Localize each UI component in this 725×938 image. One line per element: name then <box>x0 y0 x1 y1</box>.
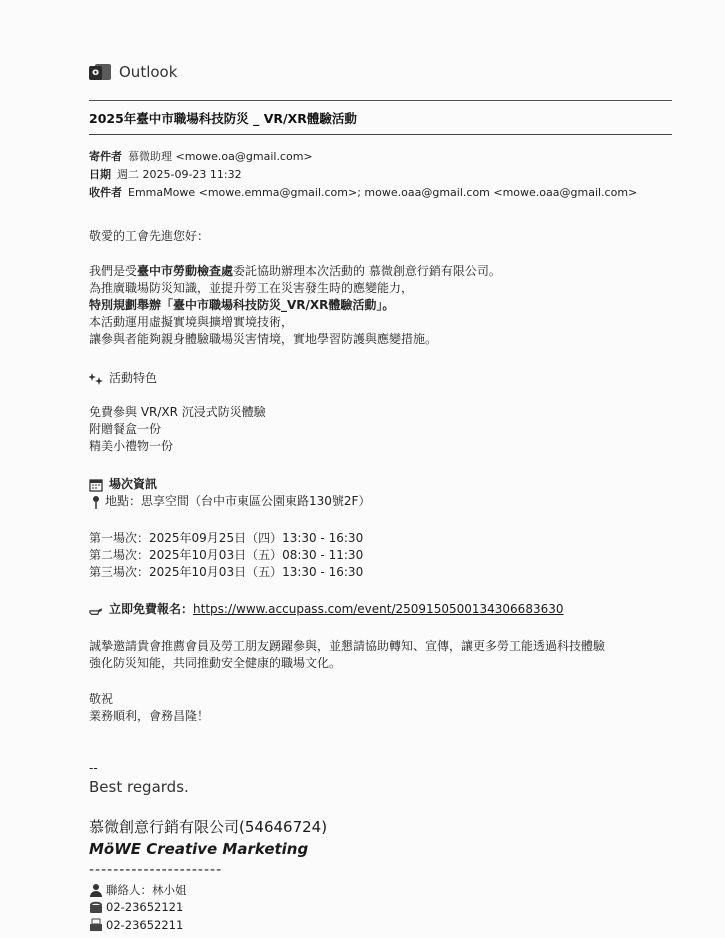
list-item: 第一場次：2025年09月25日（四）13:30 - 16:30 <box>89 531 364 545</box>
list-item: 第二場次：2025年10月03日（五）08:30 - 11:30 <box>89 548 364 562</box>
sparkles-icon <box>89 372 103 386</box>
session-list <box>89 530 363 581</box>
fax-icon <box>89 918 103 932</box>
outlook-logo-icon: o <box>89 62 111 82</box>
phone: 02-23652121 <box>89 900 183 914</box>
list-item: 精美小禮物一份 <box>89 439 174 453</box>
from-label: 寄件者 <box>89 150 122 163</box>
divider <box>89 100 672 101</box>
register-link[interactable]: https://www.accupass.com/event/2509150500134306683630 <box>193 602 564 616</box>
signature-separator: -- <box>89 761 98 775</box>
list-item: 附贈餐盒一份 <box>89 422 162 436</box>
email-subject: 2025年臺中市職場科技防災 _ VR/XR體驗活動 <box>89 111 357 126</box>
calendar-icon <box>89 478 103 492</box>
to-label: 收件者 <box>89 186 122 199</box>
company-name-cn: 慕微創意行銷有限公司(54646724) <box>89 818 328 836</box>
signature-dashes: ---------------------- <box>89 862 223 878</box>
closing: 敬祝 業務順利，會務昌隆！ <box>89 692 210 723</box>
to-value: EmmaMowe <mowe.emma@gmail.com>; mowe.oaa@gmail.com <mowe.oaa@gmail.com> <box>128 186 638 199</box>
pointing-hand-icon <box>89 603 103 617</box>
features-list <box>89 404 266 455</box>
greeting: 敬愛的工會先進您好： <box>89 229 210 243</box>
intro-paragraph: 我們是受臺中市勞動檢查處委託協助辦理本次活動的 慕微創意行銷有限公司。 為推廣職場防災知識，並提升勞工在災害發生時的應變能力， 特別規劃舉辦「臺中市職場科技防災_VR/XR體驗活動」。 本活動運用虛擬實境與擴增實境技術， 讓參與者能夠親身體驗職場災害情境，實地學習防護與應變措施。 <box>89 264 501 346</box>
divider <box>89 134 672 135</box>
date-label: 日期 <box>89 168 111 181</box>
person-icon <box>89 883 103 897</box>
date-value: 週二 2025-09-23 11:32 <box>117 168 242 181</box>
features-heading: 活動特色 <box>89 370 157 387</box>
session-heading: 場次資訊 <box>89 476 157 493</box>
app-header <box>89 62 177 82</box>
telephone-icon <box>89 900 103 914</box>
from-value: 慕微助理 <mowe.oa@gmail.com> <box>128 150 313 163</box>
regards: Best regards. <box>89 778 189 796</box>
list-item: 第三場次：2025年10月03日（五）13:30 - 16:30 <box>89 565 364 579</box>
contact-person: 聯絡人：林小姐 <box>89 882 187 898</box>
app-name: Outlook <box>119 63 178 81</box>
fax: 02-23652211 <box>89 918 183 932</box>
email-meta <box>89 148 637 202</box>
list-item: 免費參與 VR/XR 沉浸式防災體驗 <box>89 405 266 419</box>
pin-icon <box>89 495 103 509</box>
invitation-paragraph: 誠摯邀請貴會推薦會員及勞工朋友踴躍參與，並懇請協助轉知、宣傳，讓更多勞工能透過科技體驗 強化防災知能，共同推動安全健康的職場文化。 <box>89 639 606 670</box>
register-line: 立即免費報名： https://www.accupass.com/event/2509150500134306683630 <box>89 601 564 618</box>
location-line: 地點：思享空間（台中市東區公園東路130號2F） <box>89 493 370 510</box>
company-name-en: MöWE Creative Marketing <box>89 840 309 858</box>
